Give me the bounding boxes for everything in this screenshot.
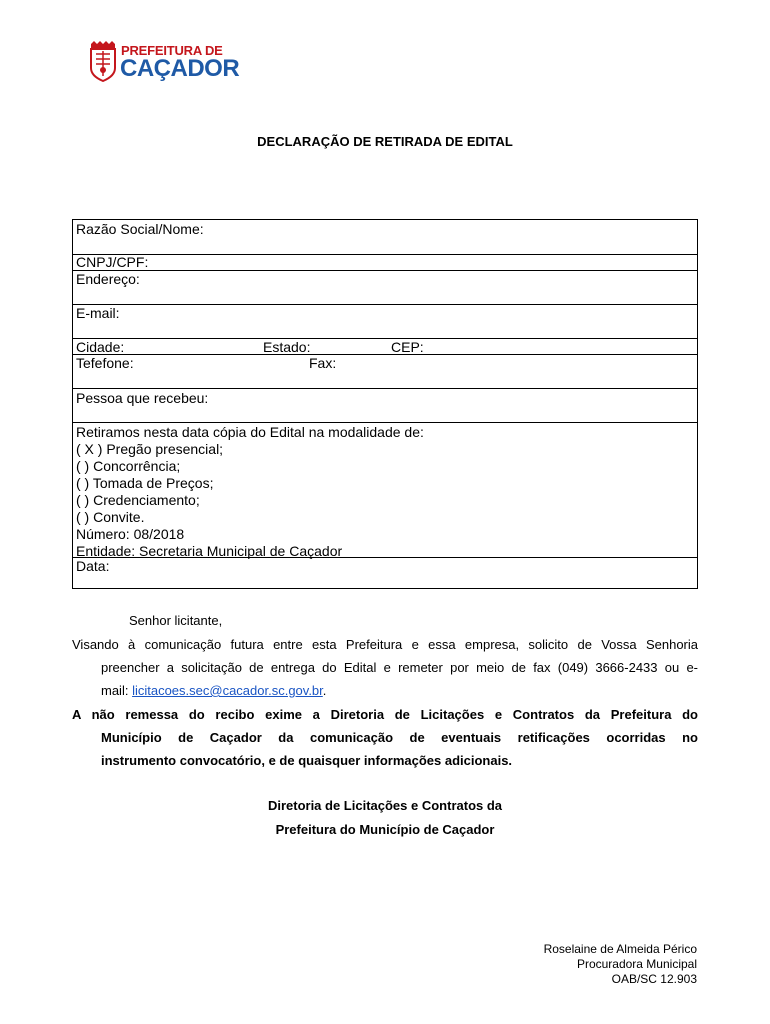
paragraph-2-line-3: instrumento convocatório, e de quaisquer informações adicionais. bbox=[101, 753, 513, 768]
department-line-1: Diretoria de Licitações e Contratos da bbox=[267, 798, 503, 813]
label-razao-social: Razão Social/Nome: bbox=[76, 221, 204, 237]
signature-role: Procuradora Municipal bbox=[576, 957, 697, 971]
paragraph-1-line-3 bbox=[101, 683, 326, 698]
department-line-2: Prefeitura do Município de Caçador bbox=[275, 822, 495, 837]
label-modalidade: Retiramos nesta data cópia do Edital na modalidade de: bbox=[76, 424, 424, 440]
page-title: DECLARAÇÃO DE RETIRADA DE EDITAL bbox=[257, 134, 513, 149]
label-email: E-mail: bbox=[76, 305, 120, 321]
municipal-coat-of-arms-icon bbox=[88, 40, 118, 82]
form-row-email[interactable] bbox=[73, 304, 697, 338]
label-telefone: Tefefone: bbox=[76, 355, 134, 371]
signature-oab: OAB/SC 12.903 bbox=[611, 972, 697, 986]
label-data: Data: bbox=[76, 558, 110, 574]
option-convite[interactable]: ( ) Convite. bbox=[76, 509, 145, 525]
label-cnpj: CNPJ/CPF: bbox=[76, 254, 149, 270]
label-fax: Fax: bbox=[309, 355, 337, 371]
email-prefix: mail: bbox=[101, 683, 133, 698]
form-row-data[interactable] bbox=[73, 557, 697, 588]
signature-name: Roselaine de Almeida Périco bbox=[543, 942, 697, 956]
form-row-cnpj[interactable] bbox=[73, 254, 697, 270]
option-pregao-presencial[interactable]: ( X ) Pregão presencial; bbox=[76, 441, 224, 457]
form-row-cidade[interactable] bbox=[73, 338, 697, 354]
paragraph-2-line-1: A não remessa do recibo exime a Diretoria de Licitações e Contratos da Prefeitura do bbox=[72, 707, 698, 722]
label-numero: Número: 08/2018 bbox=[76, 526, 185, 542]
email-suffix: . bbox=[322, 683, 327, 698]
form-row-pessoa[interactable] bbox=[73, 388, 697, 422]
logo-text-bottom: CAÇADOR bbox=[120, 55, 240, 82]
label-cep: CEP: bbox=[391, 339, 424, 355]
option-credenciamento[interactable]: ( ) Credenciamento; bbox=[76, 492, 200, 508]
form-row-modalidade bbox=[73, 422, 697, 557]
paragraph-2-line-2: Município de Caçador da comunicação de eventuais retificações ocorridas no bbox=[101, 730, 698, 745]
paragraph-1-line-1: Visando à comunicação futura entre esta Prefeitura e essa empresa, solicito de Vossa Senhoria bbox=[72, 637, 698, 652]
email-link[interactable]: licitacoes.sec@cacador.sc.gov.br bbox=[132, 683, 323, 698]
option-tomada-de-precos[interactable]: ( ) Tomada de Preços; bbox=[76, 475, 214, 491]
label-cidade: Cidade: bbox=[76, 339, 125, 355]
form-row-telefone[interactable] bbox=[73, 354, 697, 388]
label-endereco: Endereço: bbox=[76, 271, 140, 287]
option-concorrencia[interactable]: ( ) Concorrência; bbox=[76, 458, 181, 474]
logo-text-top: PREFEITURA DE bbox=[121, 43, 223, 58]
withdrawal-form bbox=[72, 219, 698, 589]
label-estado: Estado: bbox=[263, 339, 311, 355]
salutation: Senhor licitante, bbox=[129, 613, 223, 628]
logo bbox=[88, 40, 240, 84]
label-entidade: Entidade: Secretaria Municipal de Caçador bbox=[76, 543, 343, 559]
form-row-endereco[interactable] bbox=[73, 270, 697, 304]
form-row-razao-social[interactable] bbox=[73, 220, 697, 254]
paragraph-1-line-2: preencher a solicitação de entrega do Edital e remeter por meio de fax (049) 3666-2433 ou e- bbox=[101, 660, 698, 675]
label-pessoa: Pessoa que recebeu: bbox=[76, 390, 209, 406]
